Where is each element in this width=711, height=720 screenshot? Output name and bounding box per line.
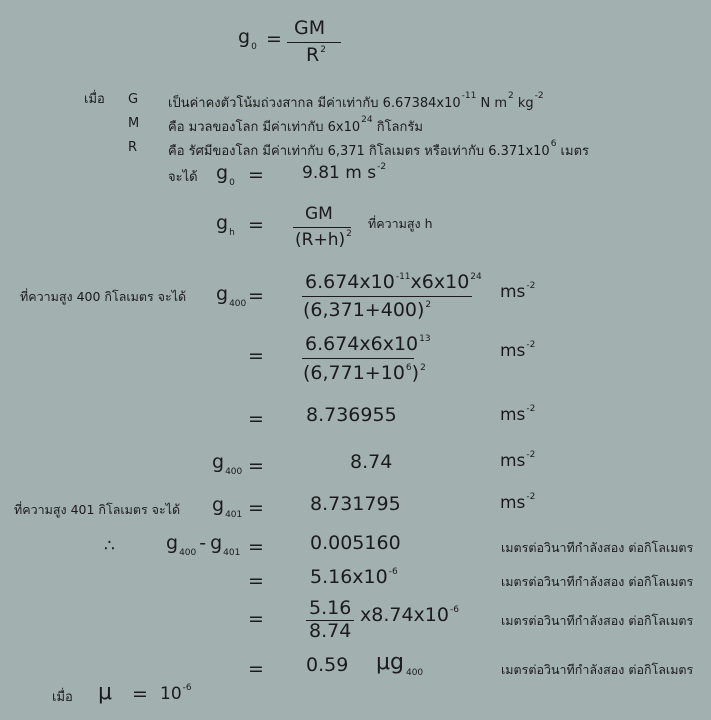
g0-equals: = [248, 164, 264, 186]
def-M-sup1: 24 [361, 115, 373, 125]
g400-denominator [303, 299, 431, 321]
mu-g-subscript: 400 [405, 668, 424, 678]
def-G-body: เป็นค่าคงตัวโน้มถ่วงสากล มีค่าเท่ากับ 6.67384x10 [168, 96, 461, 111]
defs-where-label: เมื่อ [84, 92, 105, 107]
mu-where-label: เมื่อ [52, 690, 73, 705]
g400-unit [500, 282, 535, 302]
g-subscript: h [229, 228, 235, 238]
def-R-unit: เมตร [556, 144, 589, 159]
g-symbol: g [216, 212, 229, 234]
step2-num-text: 6.674x6x10 [305, 333, 419, 355]
def-G-sup3: -2 [534, 91, 544, 101]
step3-value: 8.736955 [306, 404, 397, 426]
unit-text: ms [500, 405, 526, 425]
step2-den-a: (6,771+10 [303, 362, 405, 384]
mu-symbol: μ [98, 680, 112, 705]
step2-num-sup: 13 [419, 334, 431, 344]
diff-equals: = [248, 536, 264, 558]
g400-num-b: x6x10 [410, 271, 470, 293]
unit-sup: -2 [526, 404, 536, 414]
eq1-denominator [306, 44, 326, 66]
g-symbol: g [210, 532, 223, 554]
gh-equals: = [248, 214, 264, 236]
therefore-symbol: ∴ [104, 536, 115, 556]
gh-lhs [216, 212, 235, 238]
diff-lhs [166, 532, 241, 558]
eq1-numerator: GM [294, 17, 326, 39]
g401-value: 8.731795 [310, 493, 401, 515]
g-symbol: g [216, 162, 229, 184]
unit-sup: -2 [526, 281, 536, 291]
g401-equals: = [248, 497, 264, 519]
mu-g-text: μg [376, 650, 404, 675]
diff3-equals: = [248, 608, 264, 630]
g400-fraction-bar [302, 296, 472, 297]
diff4-equals: = [248, 658, 264, 680]
step2-den-sup: 2 [420, 363, 426, 373]
def-M-unit: กิโลกรัม [372, 120, 423, 135]
unit-text: ms [500, 282, 526, 302]
unit-text: ms [500, 451, 526, 471]
diff3-rest [360, 604, 459, 626]
g-subscript: 400 [229, 299, 247, 309]
g-symbol: g [166, 532, 179, 554]
diff4-unit: เมตรต่อวินาทีกำลังสอง ต่อกิโลเมตร [501, 662, 694, 677]
g400-num-a: 6.674x10 [305, 271, 395, 293]
def-G-sup2: 2 [508, 91, 514, 101]
eq1-den-text: R [306, 44, 320, 66]
diff3-rest-sup: -6 [449, 605, 459, 615]
step2-numerator [305, 333, 431, 355]
diff2-value-sup: -6 [388, 567, 398, 577]
g400-num-sup1: -11 [395, 272, 411, 282]
unit-text: ms [500, 341, 526, 361]
g400-lhs [216, 283, 247, 309]
step2-fraction-bar [302, 358, 414, 359]
gh-fraction-bar [293, 227, 351, 228]
g-symbol: g [216, 283, 229, 305]
def-symbol-M: M [128, 116, 140, 131]
def-R-sup1: 6 [550, 139, 557, 149]
g400-den-sup: 2 [425, 300, 432, 310]
g400-label: ที่ความสูง 400 กิโลเมตร จะได้ [20, 289, 187, 304]
unit-sup: -2 [526, 450, 536, 460]
diff-value: 0.005160 [310, 532, 401, 554]
unit-sup: -2 [526, 492, 536, 502]
g400-num-sup2: 24 [470, 272, 482, 282]
def-G-sup1: -11 [461, 91, 477, 101]
def-text-R [168, 140, 589, 161]
step2-equals: = [248, 345, 264, 367]
g0-lhs [216, 162, 235, 188]
g0-value [302, 163, 386, 183]
g401-label: ที่ความสูง 401 กิโลเมตร จะได้ [14, 502, 181, 517]
g-subscript: 401 [223, 548, 241, 558]
diff2-unit: เมตรต่อวินาทีกำลังสอง ต่อกิโลเมตร [501, 574, 694, 589]
eq1-den-sup: 2 [320, 45, 326, 55]
step4-value: 8.74 [350, 451, 393, 473]
step3-unit [500, 405, 535, 425]
def-symbol-R: R [128, 140, 138, 155]
mu-value-sup: -6 [182, 683, 192, 693]
def-G-unit-a: N m [476, 96, 508, 111]
gh-den-text: (R+h) [295, 230, 346, 250]
g-symbol: g [238, 26, 251, 48]
g-subscript: 400 [179, 548, 197, 558]
g401-unit [500, 493, 535, 513]
g400-equals: = [248, 285, 264, 307]
diff2-value [310, 566, 398, 588]
g-symbol: g [212, 451, 225, 473]
unit-sup: -2 [526, 340, 536, 350]
step2-den-sup-inner: 6 [405, 363, 412, 373]
eq1-equals: = [266, 28, 282, 50]
unit-text: ms [500, 493, 526, 513]
mu-value [160, 684, 192, 704]
def-M-body: คือ มวลของโลก มีค่าเท่ากับ 6x10 [168, 120, 361, 135]
step2-denominator [303, 362, 426, 384]
def-text-G [168, 92, 544, 113]
minus-sign: - [199, 532, 207, 554]
step3-equals: = [248, 408, 264, 430]
mu-value-text: 10 [160, 684, 182, 704]
step4-unit [500, 451, 535, 471]
step2-den-b: ) [411, 362, 420, 384]
eq1-lhs [238, 26, 257, 52]
def-G-unit-b: kg [513, 96, 534, 111]
diff3-numerator: 5.16 [309, 597, 352, 619]
def-R-body: คือ รัศมีของโลก มีค่าเท่ากับ 6,371 กิโลเมตร หรือเท่ากับ 6.371x10 [168, 144, 550, 159]
diff4-value: 0.59 [306, 654, 349, 676]
g0-value-sup: -2 [377, 162, 387, 172]
diff-unit: เมตรต่อวินาทีกำลังสอง ต่อกิโลเมตร [501, 540, 694, 555]
diff3-unit: เมตรต่อวินาทีกำลังสอง ต่อกิโลเมตร [501, 613, 694, 628]
diff4-mu-g [376, 650, 424, 678]
step4-lhs [212, 451, 243, 477]
g401-lhs [212, 494, 243, 520]
mu-equals: = [132, 683, 148, 705]
g-subscript: 0 [251, 42, 257, 52]
g400-den-text: (6,371+400) [303, 299, 425, 321]
g-subscript: 0 [229, 178, 235, 188]
step4-equals: = [248, 455, 264, 477]
g400-numerator [305, 271, 482, 293]
step2-unit [500, 341, 535, 361]
gh-denominator [295, 230, 352, 250]
gh-note: ที่ความสูง h [368, 216, 433, 231]
diff3-rest-text: x8.74x10 [360, 604, 449, 626]
diff2-equals: = [248, 570, 264, 592]
g0-value-text: 9.81 m s [302, 163, 377, 183]
gh-numerator: GM [305, 204, 333, 224]
def-text-M [168, 116, 423, 137]
gh-den-sup: 2 [346, 229, 352, 239]
g-subscript: 401 [225, 510, 243, 520]
def-symbol-G: G [128, 92, 139, 107]
diff2-value-text: 5.16x10 [310, 566, 388, 588]
g-subscript: 400 [225, 467, 243, 477]
g-symbol: g [212, 494, 225, 516]
g0-label: จะได้ [168, 170, 198, 185]
diff3-denominator: 8.74 [309, 620, 352, 642]
